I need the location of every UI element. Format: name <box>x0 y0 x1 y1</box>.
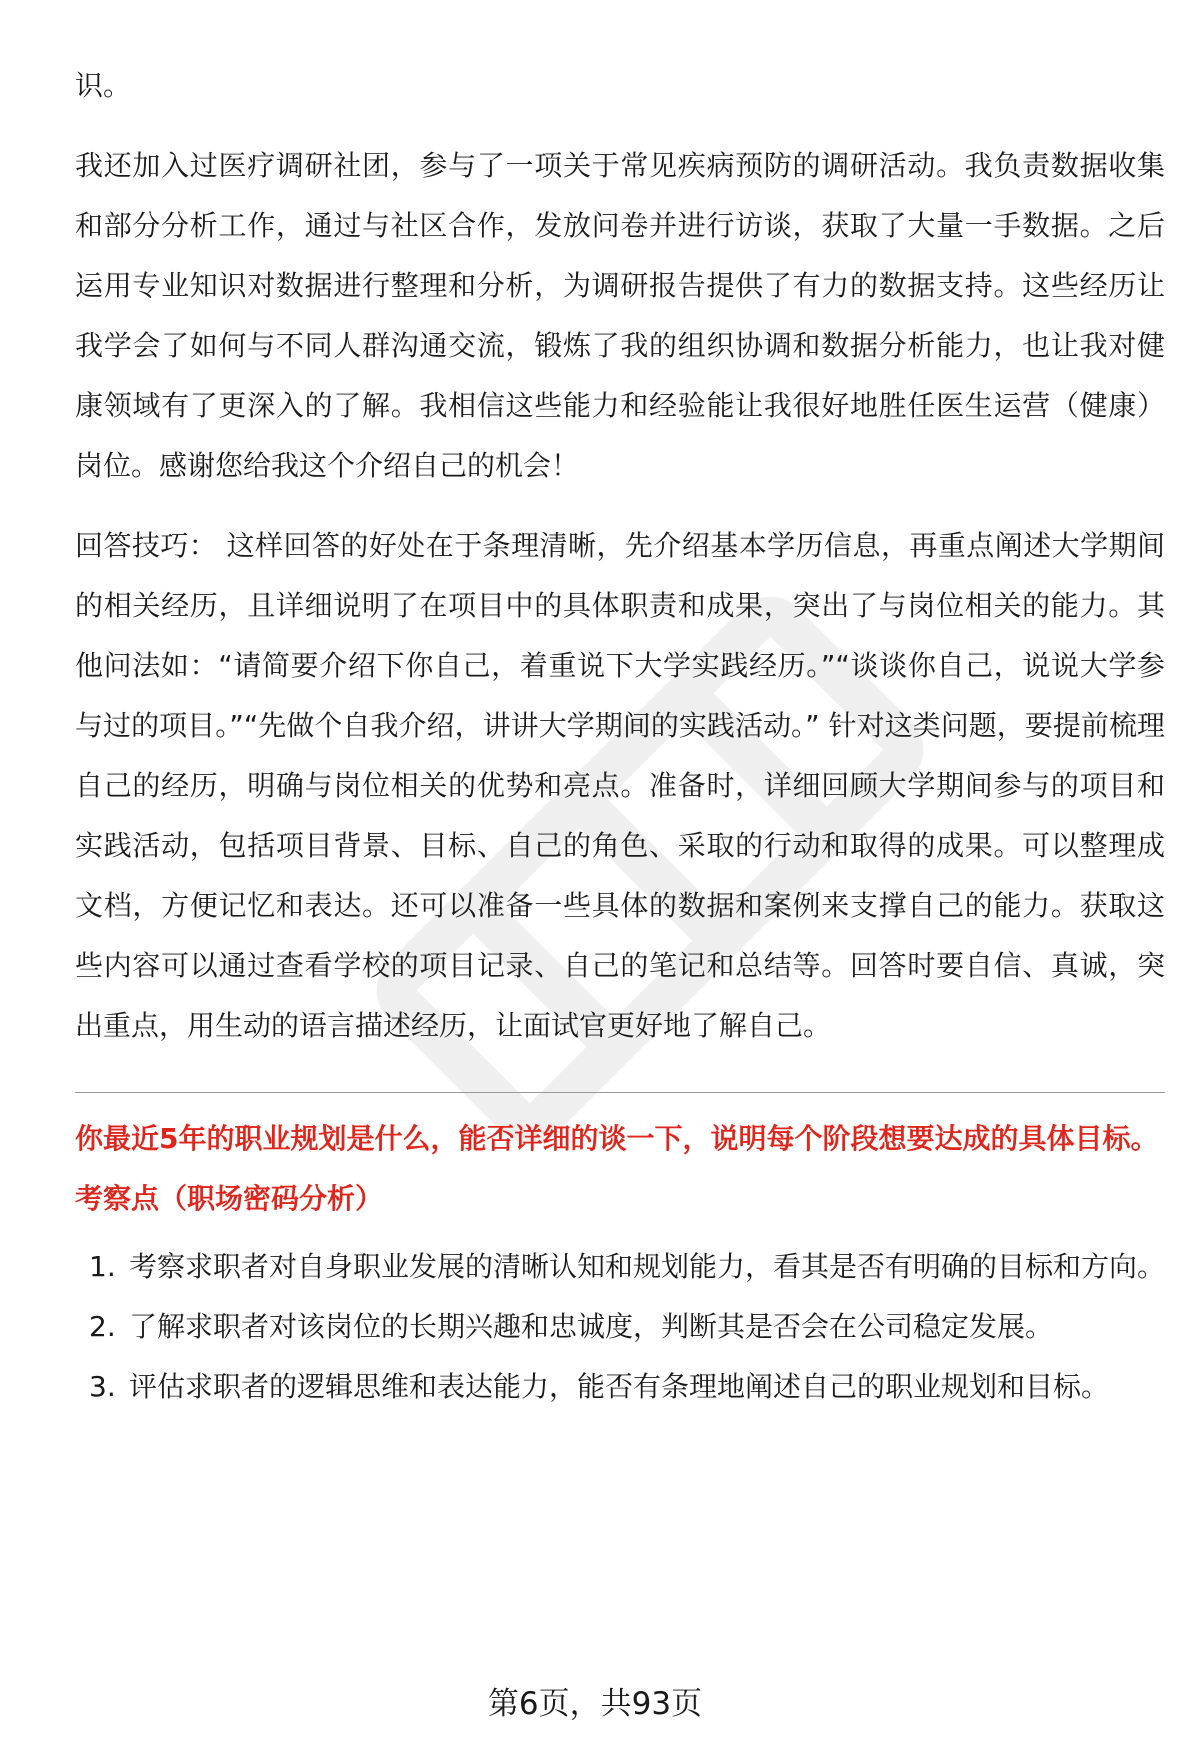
list-item <box>75 1237 1165 1297</box>
list-item-text: 了解求职者对该岗位的长期兴趣和忠诚度，判断其是否会在公司稳定发展。 <box>129 1310 1054 1343</box>
interview-question: 你最近5年的职业规划是什么，能否详细的谈一下，说明每个阶段想要达成的具体目标。 <box>75 1122 1159 1155</box>
list-item <box>75 1357 1165 1417</box>
list-item-number: 1. <box>89 1250 116 1283</box>
paragraph-experience: 我还加入过医疗调研社团，参与了一项关于常见疾病预防的调研活动。我负责数据收集和部分分析工作，通过与社区合作，发放问卷并进行访谈，获取了大量一手数据。之后运用专业知识对数据进行整理和分析，为调研报告提供了有力的数据支持。这些经历让我学会了如何与不同人群沟通交流，锻炼了我的组织协调和数据分析能力，也让我对健康领域有了更深入的了解。我相信这些能力和经验能让我很好地胜任医生运营（健康）岗位。感谢您给我这个介绍自己的机会！ <box>75 149 1165 482</box>
list-item-number: 2. <box>89 1310 116 1343</box>
section-divider <box>75 1092 1165 1093</box>
list-item-text: 评估求职者的逻辑思维和表达能力，能否有条理地阐述自己的职业规划和目标。 <box>129 1370 1110 1403</box>
list-item-text: 考察求职者对自身职业发展的清晰认知和规划能力，看其是否有明确的目标和方向。 <box>129 1250 1166 1283</box>
section-subheading: 考察点（职场密码分析） <box>75 1182 384 1215</box>
list-item <box>75 1297 1165 1357</box>
list-item-number: 3. <box>89 1370 116 1403</box>
paragraph-answer-tips: 回答技巧： 这样回答的好处在于条理清晰，先介绍基本学历信息，再重点阐述大学期间的相关经历，且详细说明了在项目中的具体职责和成果，突出了与岗位相关的能力。其他问法如：“请简要介绍下你自己，着重说下大学实践经历。”“谈谈你自己，说说大学参与过的项目。”“先做个自我介绍，讲讲大学期间的实践活动。” 针对这类问题，要提前梳理自己的经历，明确与岗位相关的优势和亮点。准备时，详细回顾大学期间参与的项目和实践活动，包括项目背景、目标、自己的角色、采取的行动和取得的成果。可以整理成文档，方便记忆和表达。还可以准备一些具体的数据和案例来支撑自己的能力。获取这些内容可以通过查看学校的项目记录、自己的笔记和总结等。回答时要自信、真诚，突出重点，用生动的语言描述经历，让面试官更好地了解自己。 <box>75 529 1165 1042</box>
page-number: 第6页，共93页 <box>487 1686 703 1722</box>
paragraph-continuation: 识。 <box>75 69 132 102</box>
document-body <box>75 56 1165 1417</box>
evaluation-points-list <box>75 1237 1165 1417</box>
